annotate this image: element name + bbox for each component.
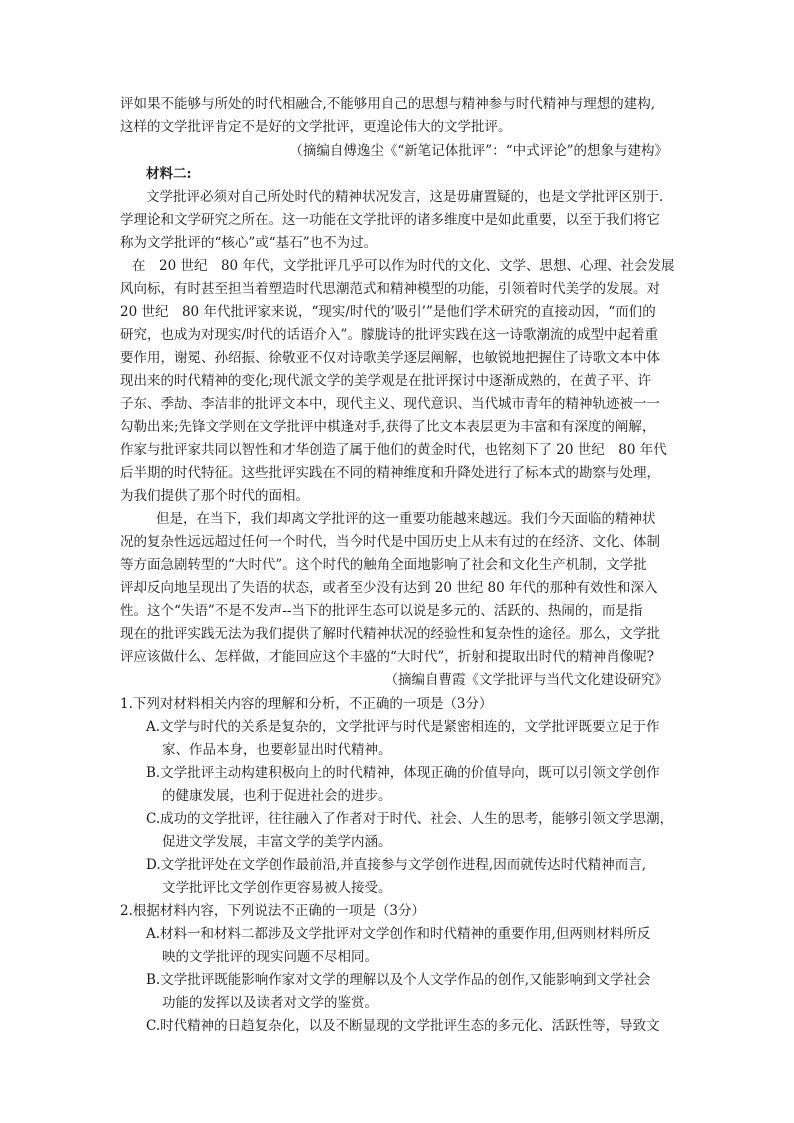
text-line: 这样的文学批评肯定不是好的文学批评，更遑论伟大的文学批评。 (120, 119, 512, 135)
text-line: 性。这个“失语”不是不发声--当下的批评生态可以说是多元的、活跃的、热闹的，而是指 (120, 603, 643, 619)
text-line: 等方面急剧转型的“大时代”。这个时代的触角全面地影响了社会和文化生产机制，文学批 (120, 557, 647, 573)
text-line: 在 20 世纪 80 年代，文学批评几乎可以作为时代的文化、文学、思想、心理、社会发展 (132, 258, 675, 274)
option-a: A.文学与时代的关系是复杂的，文学批评与时代是紧密相连的，文学批评既要立足于作 (146, 719, 660, 735)
source-citation: （摘编自曹霞《文学批评与当代文化建设研究》 (384, 672, 668, 688)
question-stem: 2.根据材料内容，下列说法不正确的一项是（3分） (120, 903, 425, 919)
text-line: 现在的批评实践无法为我们提供了解时代精神状况的经验性和复杂性的途径。那么，文学批 (120, 626, 660, 642)
text-line: 但是，在当下，我们却离文学批评的这一重要功能越来越远。我们今天面临的精神状 (156, 511, 656, 527)
text-line: 况的复杂性远远超过任何一个时代，当今时代是中国历史上从未有过的在经济、文化、体制 (120, 534, 660, 550)
text-line: 要作用，谢冕、孙绍振、徐敬亚不仅对诗歌美学逐层阐解，也敏锐地把握住了诗歌文本中体 (120, 350, 660, 366)
text-line: 学理论和文学研究之所在。这一功能在文学批评的诸多维度中是如此重要，以至于我们将它 (120, 212, 660, 228)
option-c: C.成功的文学批评，往往融入了作者对于时代、社会、人生的思考，能够引领文学思潮， (146, 811, 674, 827)
option-b: B.文学批评主动构建积极向上的时代精神，体现正确的价值导向，既可以引领文学创作 (146, 765, 660, 781)
text-line: 为我们提供了那个时代的面相。 (120, 488, 309, 504)
text-line: 20 世纪 80 年代批评家来说，“现实/时代的’吸引’”是他们学术研究的直接动因，“而们的 (120, 304, 656, 320)
question-stem: 1.下列对材料相关内容的理解和分析，不正确的一项是（3分） (120, 696, 493, 712)
option-c-cont: 促进文学发展，丰富文学的美学内涵。 (162, 834, 392, 850)
option-b: B.文学批评既能影响作家对文学的理解以及个人文学作品的创作,又能影响到文学社会 (146, 972, 651, 988)
option-b-cont: 的健康发展，也利于促进社会的进步。 (162, 788, 392, 804)
option-c: C.时代精神的日趋复杂化，以及不断显现的文学批评生态的多元化、活跃性等，导致文 (146, 1018, 660, 1034)
text-line: 后半期的时代特征。这些批评实践在不同的精神维度和升降处进行了标本式的勘察与处理， (120, 465, 660, 481)
text-line: 研究，也成为对现实/时代的话语介入”。朦胧诗的批评实践在这一诗歌潮流的成型中起着重 (120, 327, 658, 343)
text-line: 风向标，有时甚至担当着塑造时代思潮范式和精神模型的功能，引领着时代美学的发展。对 (120, 281, 660, 297)
option-d-cont: 文学批评比文学创作更容易被人接受。 (162, 880, 392, 896)
option-a-cont: 映的文学批评的现实问题不尽相同。 (162, 949, 378, 965)
material-heading: 材料二: (146, 166, 192, 182)
source-citation: （摘编自傅逸尘《“新笔记体批评”：“中式评论”的想象与建构》 (289, 143, 668, 159)
text-line: 称为文学批评的“核心”或“基石”也不为过。 (120, 235, 378, 251)
text-line: 评应该做什么、怎样做，才能回应这个丰盛的“大时代”，折射和提取出时代的精神肖像呢? (120, 649, 655, 665)
text-line: 评却反向地呈现出了失语的状态，或者至少没有达到 20 世纪 80 年代的那种有效性和深入 (120, 580, 658, 596)
option-d: D.文学批评处在文学创作最前沿,并直接参与文学创作进程,因而就传达时代精神而言, (146, 857, 647, 873)
text-line: 子东、季劼、李洁非的批评文本中，现代主义、现代意识、当代城市青年的精神轨迹被一一 (120, 396, 660, 412)
option-b-cont: 功能的发挥以及读者对文学的鉴赏。 (162, 995, 378, 1011)
text-line: 作家与批评家共同以智性和才华创造了属于他们的黄金时代，也铭刻下了 20 世纪 80 年代 (120, 442, 667, 458)
option-a-cont: 家、作品本身，也要彰显出时代精神。 (162, 742, 392, 758)
text-line: 文学批评必须对自己所处时代的精神状况发言，这是毋庸置疑的，也是文学批评区别于. (146, 189, 664, 205)
text-line: 评如果不能够与所处的时代相融合,不能够用自己的思想与精神参与时代精神与理想的建构, (120, 96, 656, 112)
text-line: 勾勒出来;先锋文学则在文学批评中棋逢对手,获得了比文本表层更为丰富和有深度的阐解， (120, 419, 656, 435)
text-line: 现出来的时代精神的变化;现代派文学的美学观是在批评探讨中逐渐成熟的，在黄子平、许 (120, 373, 652, 389)
option-a: A.材料一和材料二都涉及文学批评对文学创作和时代精神的重要作用,但两则材料所反 (146, 926, 651, 942)
